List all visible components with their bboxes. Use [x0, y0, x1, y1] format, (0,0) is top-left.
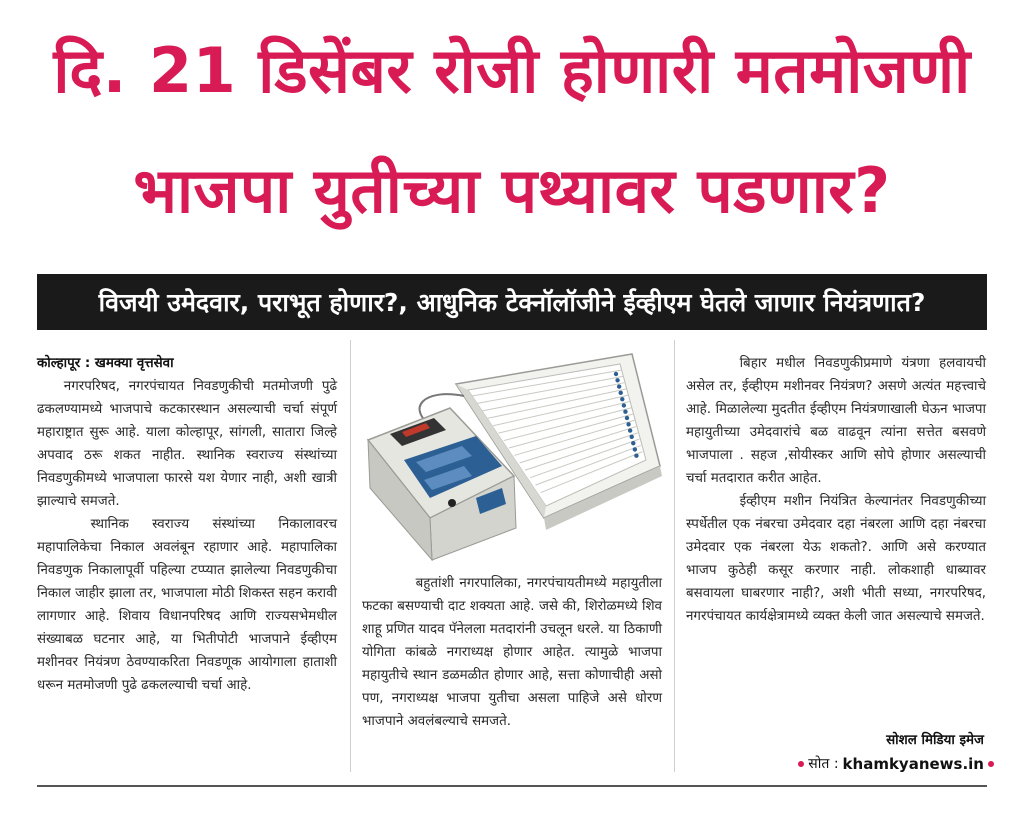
paragraph: ईव्हीएम मशीन नियंत्रित केल्यानंतर निवडणुकीच्या स्पर्धेतील एक नंबरचा उमेदवार दहा नंबरला आणि दहा नंबरचा उमेदवार एक नंबरला येऊ शकतो?. आणि असे करण्यात भाजप कुठेही कसूर करणार नाही. लोकशाही धाब्यावर बसवायला घाबरणार नाही?, अशी भीती सध्या, नगरपरिषद, नगरपंचायत कार्यक्षेत्रामध्ये व्यक्त केली जात असल्याचे समजते. — [686, 494, 986, 624]
ballot-button-icon — [631, 441, 635, 445]
ballot-button-icon — [625, 416, 629, 420]
paragraph: बहुतांशी नगरपालिका, नगरपंचायतीमध्ये महायुतीला फटका बसण्याची दाट शक्यता आहे. जसे की, शिरोळमध्ये शिव शाहू प्रणित यादव पॅनेलला मतदारांनी उचलून धरले. या ठिकाणी योगिता कांबळे नगराध्यक्ष होणार आहेत. त्यामुळे भाजपा महायुतीचे स्थान डळमळीत होणार आहे, सत्ता कोणाचीही असो पण, नगराध्यक्ष भाजपा युतीचा असला पाहिजे असे धोरण भाजपाने अवलंबल्याचे समजते. — [362, 576, 662, 729]
headline-line-1: दि. 21 डिसेंबर रोजी होणारी मतमोजणी — [53, 34, 971, 107]
ballot-button-icon — [615, 378, 619, 382]
image-credit: सोशल मिडिया इमेज — [886, 733, 984, 748]
ballot-button-icon — [622, 403, 626, 407]
bullet-dot-icon — [798, 761, 804, 767]
source-label: सोत : — [808, 756, 839, 772]
subheadline-text: विजयी उमेदवार, पराभूत होणार?, आधुनिक टेक्नॉलॉजीने ईव्हीएम घेतले जाणार नियंत्रणात? — [98, 288, 926, 317]
column-divider — [674, 340, 675, 772]
ballot-button-icon — [614, 372, 618, 376]
column-divider — [350, 340, 351, 772]
ballot-button-icon — [634, 454, 638, 458]
article-column-1 — [37, 352, 337, 697]
ballot-button-icon — [619, 391, 623, 395]
ballot-button-icon — [628, 428, 632, 432]
dateline: कोल्हापूर : खमक्या वृत्तसेवा — [37, 356, 174, 371]
paragraph: बिहार मधील निवडणुकीप्रमाणे यंत्रणा हलवायची असेल तर, ईव्हीएम मशीनवर नियंत्रण? असणे अत्यंत महत्त्वाचे आहे. मिळालेल्या मुदतीत ईव्हीएम नियंत्रणाखाली घेऊन भाजपा महायुतीच्या उमेदवारांचे बळ वाढवून त्यांना सत्तेत बसवणे भाजपाला . सहज ,सोयीस्कर आणि सोपे होणार असल्याची चर्चा मतदारात करीत आहेत. — [686, 356, 986, 486]
article-column-2 — [362, 572, 662, 733]
ballot-button-icon — [623, 410, 627, 414]
ballot-button-icon — [620, 397, 624, 401]
bullet-dot-icon — [988, 761, 994, 767]
paragraph: स्थानिक स्वराज्य संस्थांच्या निकालावरच महापालिकेचा निकाल अवलंबून रहाणार आहे. महापालिका निवडणुक निकालापूर्वी पहिल्या टप्प्यात झालेल्या निवडणुकीचा निकाल जाहीर झाला तर, भाजपाला मोठी शिकस्त सहन करावी लागणार आहे. शिवाय विधानपरिषद आणि राज्यसभेमधील संख्याबळ घटनार आहे, या भितीपोटी भाजपाने ईव्हीएम मशीनवर नियंत्रण ठेवण्याकरिता निवडणूक आयोगाला हाताशी धरून मतमोजणी पुढे ढकलल्याची चर्चा आहे. — [37, 517, 337, 693]
source-site-link[interactable]: khamkyanews.in — [842, 754, 984, 773]
subheadline-bar — [37, 274, 987, 330]
paragraph: नगरपरिषद, नगरपंचायत निवडणुकीची मतमोजणी पुढे ढकलण्यामध्ये भाजपाचे कटकारस्थान असल्याची चर्चा संपूर्ण महाराष्ट्रात सुरू आहे. याला कोल्हापूर, सांगली, सातारा जिल्हे अपवाद ठरू शकत नाहीत. स्थानिक स्वराज्य संस्थांच्या निवडणुकीमध्ये भाजपाला फारसे यश येणार नाही, अशी खात्री झाल्याचे समजते. — [37, 379, 337, 509]
ballot-button-icon — [617, 384, 621, 388]
headline-line-2: भाजपा युतीच्या पथ्यावर पडणार? — [133, 154, 891, 227]
ballot-button-icon — [633, 447, 637, 451]
evm-photo — [364, 348, 664, 563]
bottom-rule — [37, 785, 987, 787]
source-line — [798, 754, 994, 773]
article-column-3 — [686, 352, 986, 628]
ballot-button-icon — [626, 422, 630, 426]
ballot-button-icon — [630, 435, 634, 439]
